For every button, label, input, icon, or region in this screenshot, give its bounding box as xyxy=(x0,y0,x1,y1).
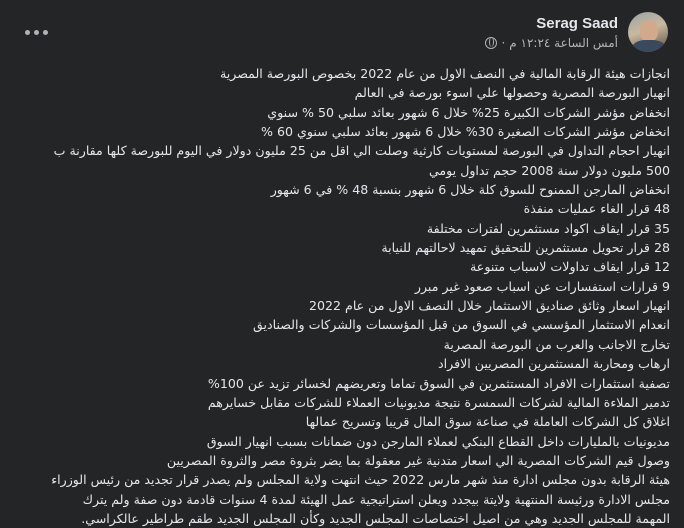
post-text xyxy=(12,64,670,528)
post-timestamp[interactable]: أمس الساعة ١٢:٢٤ م xyxy=(509,36,618,50)
author-avatar[interactable] xyxy=(628,12,668,52)
post-header xyxy=(0,12,684,58)
post-line: وصول قيم الشركات المصرية الي اسعار متدنية غير معقولة بما يضر بثروة مصر والثروة المصريين xyxy=(166,452,670,468)
avatar-face xyxy=(640,20,658,42)
post-line: تصفية استثمارات الافراد المستثمرين في السوق تماما وتعريضهم لخسائر تزيد عن 100% xyxy=(207,375,670,391)
post-line: تخارج الاجانب والعرب من البورصة المصرية xyxy=(443,336,670,352)
post-line: المهمة للمجلس الجديد وهي من اصيل اختصاصات المجلس الجديد وكأن المجلس الجديد طقم طراطير عالكراسي. xyxy=(81,510,670,526)
author-name[interactable]: Serag Saad xyxy=(536,15,618,32)
post-line: انخفاض مؤشر الشركات الكبيرة 25% خلال 6 شهور بعائد سلبي 50 % سنوي xyxy=(267,104,670,120)
post-line: انهيار البورصة المصرية وحصولها علي اسوء بورصة في العالم xyxy=(354,85,670,101)
post-line: اغلاق كل الشركات العاملة في صناعة سوق المال قريبا وتسريح عمالها xyxy=(305,414,670,430)
post-line: ارهاب ومحاربة المستثمرين المصريين الافراد xyxy=(438,356,670,372)
post-line: مجلس الادارة ورئيسة المنتهية ولايتة بيجدد ويعلن استراتيجية عمل الهيئة لمدة 4 سنوات قادمة دون صفة ولم يترك xyxy=(82,491,670,507)
post-line: انخفاض المارجن الممنوح للسوق كلة خلال 6 شهور بنسبة 48 % في 6 شهور xyxy=(270,182,670,198)
post-line: مديونيات بالمليارات داخل القطاع البنكي لعملاء المارجن دون ضمانات بسبب انهيار السوق xyxy=(206,433,670,449)
post-line: انهيار اسعار وثائق صناديق الاستثمار خلال النصف الاول من عام 2022 xyxy=(308,298,670,314)
more-horizontal-icon xyxy=(25,30,48,35)
post-line: 48 قرار الغاء عمليات منفذة xyxy=(523,201,670,217)
post-line: تدمير الملاءة المالية لشركات السمسرة نتيجة مديونيات العملاء للشركات مقابل خسايرهم xyxy=(207,394,670,410)
post-line: 28 قرار تحويل مستثمرين للتحقيق تمهيد لاحالتهم للنيابة xyxy=(381,240,670,256)
meta-separator: · xyxy=(501,36,506,50)
post-line: 500 مليون دولار سنة 2008 حجم تداول يومي xyxy=(428,162,670,178)
post-line: انهيار احجام التداول في البورصة لمستويات كارثية وصلت الي اقل من 25 مليون دولار في اليوم للبورصة كلها مقارنة ب xyxy=(53,143,670,159)
post-line: 35 قرار ايقاف اكواد مستثمرين لفترات مختلفة xyxy=(426,220,670,236)
post-meta xyxy=(485,36,618,50)
avatar-shirt xyxy=(632,40,666,52)
post-line: 12 قرار ايقاف تداولات لاسباب متنوعة xyxy=(470,259,670,275)
post-line: 9 قرارات استفسارات عن اسباب صعود غير مبرر xyxy=(414,278,670,294)
post-line: انجازات هيئة الرقابة المالية في النصف الاول من عام 2022 بخصوص البورصة المصرية xyxy=(220,66,670,81)
globe-icon[interactable] xyxy=(485,37,497,49)
post-line: هيئة الرقابة بدون مجلس ادارة منذ شهر مارس 2022 حيث انتهت ولاية المجلس ولم يصدر قرار تجديد من رئيس الوزراء xyxy=(51,472,670,488)
post-line: انعدام الاستثمار المؤسسي في السوق من قبل المؤسسات والشركات والصناديق xyxy=(253,317,670,333)
post-options-button[interactable] xyxy=(20,20,52,44)
post-line: انخفاض مؤشر الشركات الصغيرة 30% خلال 6 شهور بعائد سلبي سنوي 60 % xyxy=(261,124,670,140)
